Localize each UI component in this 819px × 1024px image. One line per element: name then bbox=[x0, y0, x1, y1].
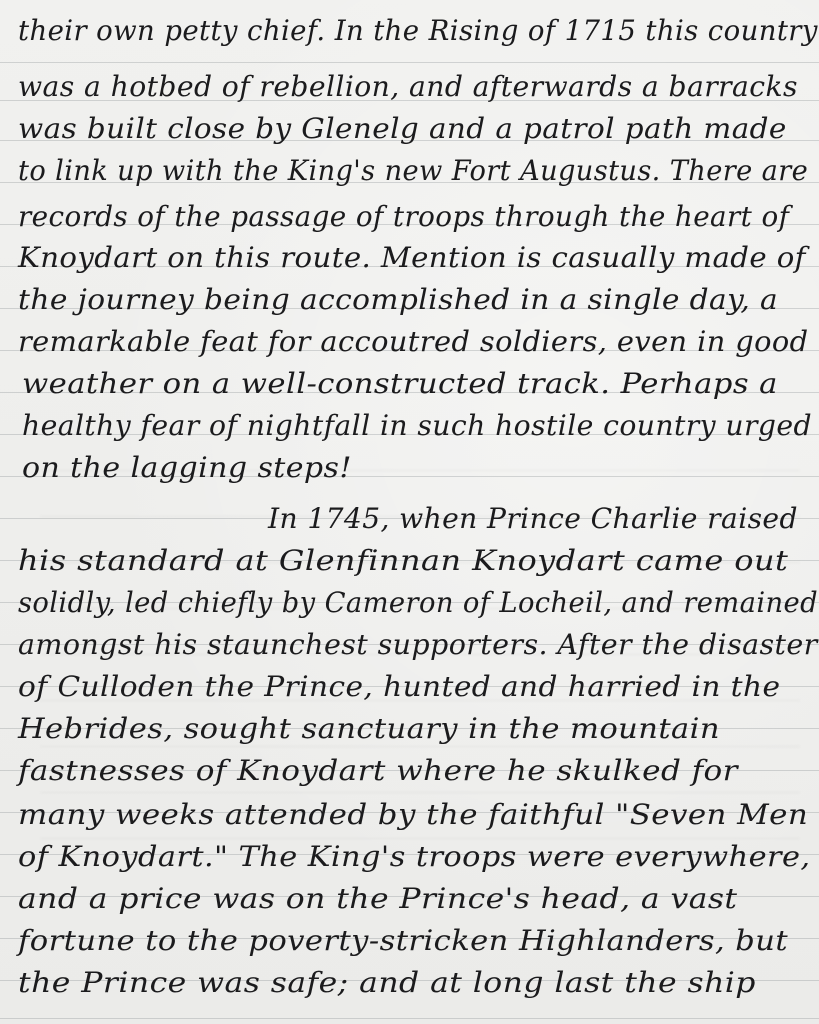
text-line: Hebrides, sought sanctuary in the mountain bbox=[18, 712, 720, 745]
text-line: on the lagging steps! bbox=[22, 451, 352, 484]
text-line: weather on a well-constructed track. Perhaps a bbox=[22, 367, 778, 400]
text-line: and a price was on the Prince's head, a vast bbox=[18, 882, 738, 915]
text-line: their own petty chief. In the Rising of 1715 this country bbox=[18, 14, 818, 47]
text-line: the Prince was safe; and at long last the ship bbox=[18, 966, 756, 999]
text-line: records of the passage of troops through the heart of bbox=[18, 200, 790, 233]
text-line: healthy fear of nightfall in such hostile country urged bbox=[22, 409, 812, 442]
text-line: of Knoydart." The King's troops were everywhere, bbox=[18, 840, 811, 873]
text-line: Knoydart on this route. Mention is casually made of bbox=[18, 241, 806, 274]
text-line: many weeks attended by the faithful "Seven Men bbox=[18, 798, 809, 831]
text-line: fastnesses of Knoydart where he skulked for bbox=[18, 754, 738, 787]
text-line: his standard at Glenfinnan Knoydart came out bbox=[18, 544, 789, 577]
text-line: was built close by Glenelg and a patrol path made bbox=[18, 112, 787, 145]
text-line: In 1745, when Prince Charlie raised bbox=[268, 502, 798, 535]
text-line: was a hotbed of rebellion, and afterwards a barracks bbox=[18, 70, 798, 103]
text-line: solidly, led chiefly by Cameron of Locheil, and remained bbox=[18, 586, 818, 619]
text-line: of Culloden the Prince, hunted and harried in the bbox=[18, 670, 781, 703]
text-line: amongst his staunchest supporters. After the disaster bbox=[18, 628, 818, 661]
text-line: to link up with the King's new Fort Augustus. There are bbox=[18, 154, 809, 187]
text-line: the journey being accomplished in a single day, a bbox=[18, 283, 779, 316]
text-line: fortune to the poverty-stricken Highlanders, but bbox=[18, 924, 789, 957]
text-line: remarkable feat for accoutred soldiers, even in good bbox=[18, 325, 809, 358]
